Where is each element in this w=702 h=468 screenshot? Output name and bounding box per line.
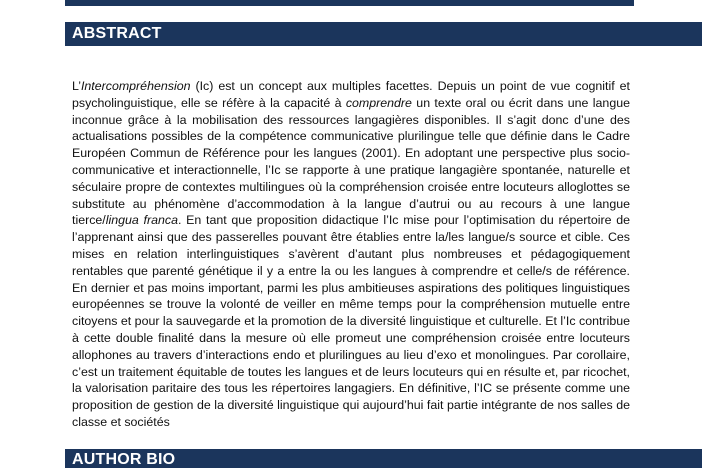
abstract-text-segment: L’ <box>72 79 81 93</box>
abstract-italic-term: lingua franca <box>105 213 178 228</box>
author-bio-heading: AUTHOR BIO <box>65 449 702 468</box>
abstract-text-segment: (Ic) est un concept aux multiples facettes. Depuis un point de vue cognitif et psycholinguistique, elle se réfère à la capacité à <box>72 79 630 110</box>
abstract-text-segment: . En tant que proposition didactique l’Ic mise pour l’optimisation du répertoire de l’apprenant ainsi que des passerelles pouvant être établies entre la/les langue/s source et cible. Ces mises en relation interlinguistiques s’avèrent d’autant plus nombreuses et pédagogiquement rentables que parenté génétique il y a entre la ou les langues à comprendre et celle/s de référence. En dernier et pas moins important, parmi les plus ambitieuses aspirations des politiques linguistiques européennes se trouve la volonté de veiller en même temps pour la compréhension mutuelle entre citoyens et pour la sauvegarde et la promotion de la diversité linguistique et culturelle. Et l’Ic contribue à cette double finalité dans la mesure où elle promeut une compréhension croisée entre locuteurs allophones au travers d’interactions endo et plurilingues au lieu d’exo et monolingues. Par corollaire, c’est un traitement équitable de toutes les langues et de leurs locuteurs qui en résulte et, par ricochet, la valorisation paritaire des tous les répertoires langagiers. En définitive, l’IC se présente comme une proposition de gestion de la diversité linguistique qui aujourd’hui fait partie intégrante de nos salles de classe et sociétés <box>72 213 630 429</box>
top-divider-bar <box>65 0 634 6</box>
abstract-text-segment: un texte oral ou écrit dans une langue inconnue grâce à la mobilisation des ressources langagières disponibles. Il s’agit donc d’une des actualisations possibles de la compétence communicative plurilingue telle que définie dans le Cadre Européen Commun de Référence pour les langues (2001). En adoptant une perspective plus socio-communicative et interactionnelle, l’Ic se rapporte à une pratique langagière spontanée, naturelle et séculaire propre de contextes multilingues où la compréhension croisée entre locuteurs alloglottes se substitute au phénomène d’accommodation à la langue d’autrui ou au recours à une langue tierce/ <box>72 95 630 228</box>
abstract-italic-term: Intercompréhension <box>80 79 191 93</box>
abstract-paragraph <box>72 78 630 431</box>
abstract-heading: ABSTRACT <box>65 22 702 46</box>
abstract-italic-term: comprendre <box>345 95 412 110</box>
